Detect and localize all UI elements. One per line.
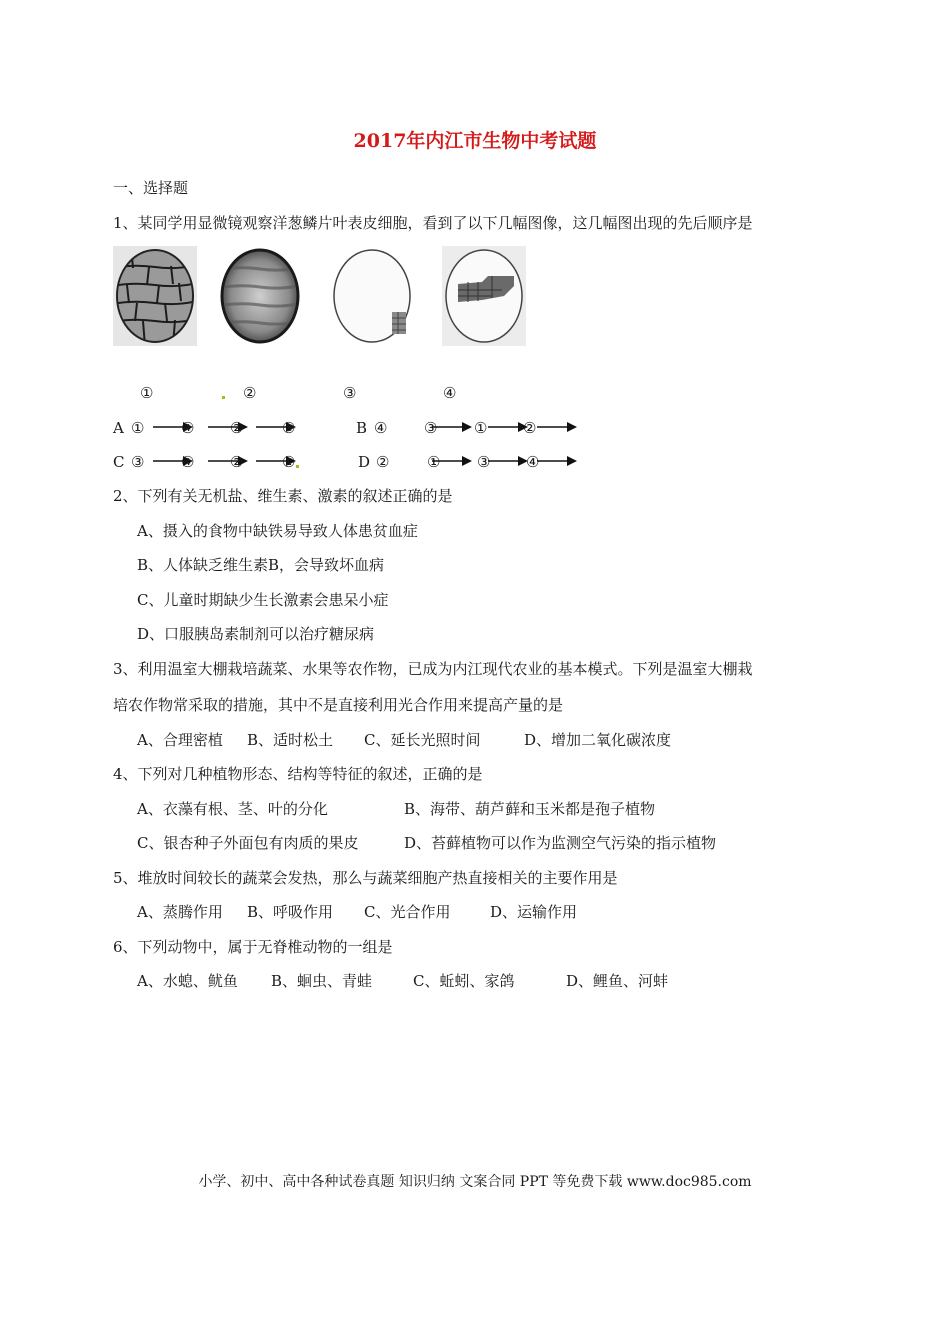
figure-label-3: ③ [343,384,357,402]
q1-option-b-letter: B [356,419,368,437]
q4-option-c: C、银杏种子外面包有肉质的果皮 [137,834,359,852]
q1-option-c-step-3: ② [230,453,244,471]
q1-option-d-letter: D [358,453,371,471]
q4-option-b: B、海带、葫芦藓和玉米都是孢子植物 [404,800,656,818]
arrow-icon [432,421,472,433]
q1-option-c-step-1: ③ [131,453,145,471]
q1-option-c-step-2: ④ [181,453,195,471]
figure-label-1: ① [140,384,154,402]
q1-option-b-step-3: ① [474,419,488,437]
q1-option-c-step-4: ① [282,453,296,471]
q1-stem: 1、某同学用显微镜观察洋葱鳞片叶表皮细胞，看到了以下几幅图像，这几幅图出现的先后顺序是 [113,214,753,232]
q1-option-a-step-1: ① [131,419,145,437]
figure-label-2: ② [243,384,257,402]
q4-option-d: D、苔藓植物可以作为监测空气污染的指示植物 [404,834,717,852]
arrow-icon [488,455,528,467]
q3-stem-line-2: 培农作物常采取的措施，其中不是直接利用光合作用来提高产量的是 [113,696,564,714]
q3-option-d: D、增加二氧化碳浓度 [524,731,672,749]
q5-option-d: D、运输作用 [490,903,578,921]
arrow-icon [537,455,577,467]
q5-stem: 5、堆放时间较长的蔬菜会发热，那么与蔬菜细胞产热直接相关的主要作用是 [113,869,618,887]
q1-option-b-step-2: ③ [424,419,438,437]
q3-option-b: B、适时松土 [247,731,334,749]
q3-option-a: A、合理密植 [137,731,223,749]
micrograph-1-image [113,246,197,346]
q2-option-d: D、口服胰岛素制剂可以治疗糖尿病 [137,625,375,643]
q1-option-d-step-2: ① [427,453,441,471]
micrograph-4-image [442,246,526,346]
micrograph-3-image [330,246,414,346]
q1-option-d-step-1: ② [376,453,390,471]
q1-option-d-step-3: ③ [477,453,491,471]
q4-option-a: A、衣藻有根、茎、叶的分化 [137,800,328,818]
q3-option-c: C、延长光照时间 [364,731,481,749]
q1-option-c-letter: C [113,453,125,471]
q5-option-a: A、蒸腾作用 [137,903,223,921]
q2-option-c: C、儿童时期缺少生长激素会患呆小症 [137,591,389,609]
page-footer: 小学、初中、高中各种试卷真题 知识归纳 文案合同 PPT 等免费下载 www.doc985.com [198,1174,752,1190]
q1-option-a-step-4: ③ [282,419,296,437]
q6-option-a: A、水螅、鱿鱼 [137,972,238,990]
q6-stem: 6、下列动物中，属于无脊椎动物的一组是 [113,938,393,956]
q6-option-b: B、蛔虫、青蛙 [271,972,373,990]
q1-option-b-step-1: ④ [374,419,388,437]
q2-option-a: A、摄入的食物中缺铁易导致人体患贫血症 [137,522,418,540]
speck-mark [222,396,225,399]
arrow-icon [537,421,577,433]
q3-stem-line-1: 3、利用温室大棚栽培蔬菜、水果等农作物，已成为内江现代农业的基本模式。下列是温室大棚栽 [113,660,753,678]
speck-mark [296,465,299,468]
page-title: 2017年内江市生物中考试题 [353,130,597,152]
micrograph-2-image [218,246,302,346]
q6-option-c: C、蚯蚓、家鸽 [413,972,515,990]
q1-option-a-letter: A [113,419,124,437]
q5-option-c: C、光合作用 [364,903,451,921]
arrow-icon [432,455,472,467]
q6-option-d: D、鲤鱼、河蚌 [566,972,669,990]
q1-option-b-step-4: ② [523,419,537,437]
q1-option-a-step-2: ④ [181,419,195,437]
q2-option-b: B、人体缺乏维生素B，会导致坏血病 [137,556,385,574]
figure-label-4: ④ [443,384,457,402]
arrow-icon [488,421,528,433]
q4-stem: 4、下列对几种植物形态、结构等特征的叙述，正确的是 [113,765,483,783]
section-heading: 一、选择题 [113,179,189,197]
q1-option-a-step-3: ② [230,419,244,437]
q2-stem: 2、下列有关无机盐、维生素、激素的叙述正确的是 [113,487,453,505]
q1-option-d-step-4: ④ [526,453,540,471]
q5-option-b: B、呼吸作用 [247,903,334,921]
